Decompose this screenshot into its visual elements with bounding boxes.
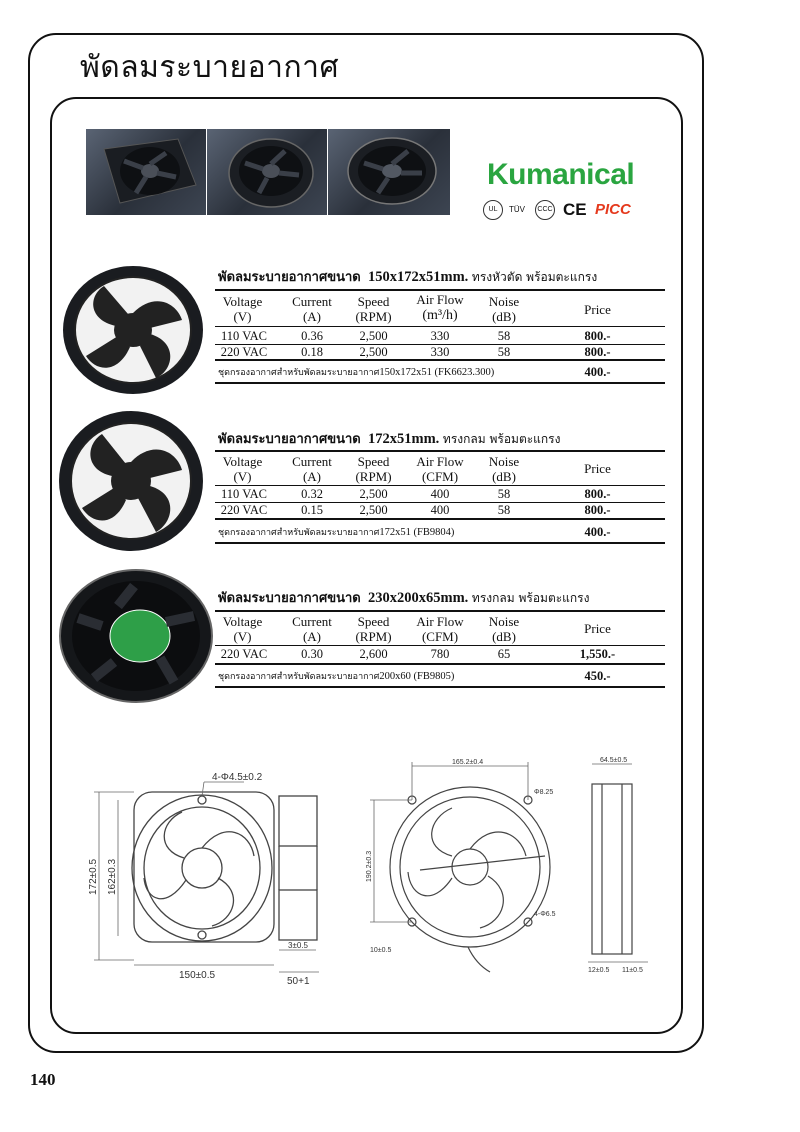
- table-rule: [215, 610, 665, 612]
- table-rule: [215, 542, 665, 544]
- section-2-shape: ทรงกลม พร้อมตะแกรง: [442, 432, 561, 446]
- picc-cert-icon: PICC: [595, 201, 631, 218]
- section-1-table: [215, 289, 665, 384]
- dim-holes: 4-Φ4.5±0.2: [212, 772, 263, 783]
- ce-cert-icon: CE: [563, 200, 587, 219]
- ccc-cert-icon: CCC: [535, 200, 555, 220]
- section-2-table: [215, 450, 665, 545]
- header-airflow: Air Flow (CFM): [416, 614, 464, 644]
- section-2-title-prefix: พัดลมระบายอากาศขนาด: [218, 432, 361, 447]
- table-rule: [215, 359, 665, 361]
- cell-noise: 58: [497, 329, 511, 343]
- section-2-size: 172x51mm.: [367, 431, 440, 447]
- dim-top-width: 165.2±0.4: [452, 759, 484, 766]
- header-current: Current (A): [292, 614, 332, 644]
- section-3-title: [218, 587, 589, 608]
- ul-cert-icon: UL: [483, 200, 503, 220]
- header-voltage: Voltage (V): [222, 294, 263, 324]
- cell-current: 0.15: [301, 503, 323, 517]
- dim-height: 190.2±0.3: [366, 850, 373, 882]
- cell-price: 800.-: [584, 345, 611, 359]
- table-rule: [215, 663, 665, 665]
- section-3-shape: ทรงกลม พร้อมตะแกรง: [471, 591, 590, 605]
- table-rule: [215, 382, 665, 384]
- cell-noise: 58: [497, 503, 511, 517]
- table-rule: [215, 645, 665, 646]
- cell-price: 1,550.-: [579, 647, 616, 661]
- fan-photo-section-1: [58, 262, 208, 397]
- header-airflow: Air Flow (CFM): [416, 454, 464, 484]
- section-1-accessory-price: 400.-: [584, 365, 611, 379]
- section-2-accessory-price: 400.-: [584, 525, 611, 539]
- cell-noise: 58: [497, 345, 511, 359]
- section-2-title: [218, 428, 560, 449]
- header-voltage: Voltage (V): [222, 614, 263, 644]
- page-title: พัดลมระบายอากาศ: [80, 50, 340, 85]
- cell-price: 800.-: [584, 329, 611, 343]
- cell-price: 800.-: [584, 503, 611, 517]
- section-1-title-prefix: พัดลมระบายอากาศขนาด: [218, 270, 361, 285]
- cell-speed: 2,600: [359, 647, 388, 661]
- cell-noise: 65: [497, 647, 511, 661]
- cell-current: 0.32: [301, 487, 323, 501]
- header-noise: Noise (dB): [488, 614, 520, 644]
- section-3-title-prefix: พัดลมระบายอากาศขนาด: [218, 591, 361, 606]
- cell-current: 0.30: [301, 647, 323, 661]
- header-airflow: Air Flow (m³/h): [416, 292, 464, 323]
- section-1-title: [218, 266, 597, 287]
- header-price: Price: [584, 302, 611, 317]
- section-3-size: 230x200x65mm.: [367, 590, 469, 606]
- header-price: Price: [584, 461, 611, 476]
- section-1-size: 150x172x51mm.: [367, 269, 469, 285]
- header-voltage: Voltage (V): [222, 454, 263, 484]
- header-speed: Speed (RPM): [355, 294, 392, 324]
- cell-speed: 2,500: [359, 487, 388, 501]
- drawing-left: [84, 760, 334, 990]
- table-rule: [215, 485, 665, 486]
- cell-airflow: 400: [430, 487, 450, 501]
- fan-photo-flat-round: [207, 129, 327, 215]
- drawing-right: [360, 752, 660, 982]
- dim-small: 3±0.5: [288, 941, 308, 950]
- dim-height-outer: 172±0.5: [88, 858, 99, 895]
- cell-airflow: 330: [430, 345, 450, 359]
- header-noise: Noise (dB): [488, 294, 520, 324]
- dim-lead: 10±0.5: [370, 947, 392, 954]
- page-number: 140: [30, 1070, 56, 1089]
- dim-bottom-left: 12±0.5: [588, 967, 610, 974]
- header-noise: Noise (dB): [488, 454, 520, 484]
- section-3-accessory: ชุดกรองอากาศสำหรับพัดลมระบายอากาศ200x60 (FB9805): [218, 671, 455, 682]
- fan-photo-square: [86, 129, 206, 215]
- dim-height-inner: 162±0.3: [107, 858, 118, 895]
- cell-voltage: 110 VAC: [221, 487, 267, 501]
- table-rule: [215, 686, 665, 688]
- cell-voltage: 110 VAC: [221, 329, 267, 343]
- cell-speed: 2,500: [359, 345, 388, 359]
- cell-current: 0.18: [301, 345, 323, 359]
- cell-speed: 2,500: [359, 503, 388, 517]
- dim-bottom-right: 11±0.5: [622, 967, 643, 974]
- cell-voltage: 220 VAC: [220, 345, 268, 359]
- fan-photo-section-3: [54, 566, 214, 706]
- table-rule: [215, 518, 665, 520]
- cell-voltage: 220 VAC: [220, 647, 268, 661]
- section-3-accessory-price: 450.-: [584, 669, 611, 683]
- cell-current: 0.36: [301, 329, 323, 343]
- section-2-accessory: ชุดกรองอากาศสำหรับพัดลมระบายอากาศ172x51 (FB9804): [218, 527, 455, 538]
- brand-name: Kumanical: [487, 158, 635, 191]
- dim-width: 150±0.5: [179, 970, 216, 981]
- brand-logo: [475, 150, 650, 230]
- fan-photo-round: [328, 129, 450, 215]
- header-current: Current (A): [292, 294, 332, 324]
- header-speed: Speed (RPM): [355, 614, 392, 644]
- header-speed: Speed (RPM): [355, 454, 392, 484]
- cell-voltage: 220 VAC: [220, 503, 268, 517]
- dim-holes: 4-Φ6.5: [534, 911, 556, 918]
- cell-price: 800.-: [584, 487, 611, 501]
- header-price: Price: [584, 621, 611, 636]
- cert-marks: [483, 200, 653, 222]
- section-1-shape: ทรงหัวตัด พร้อมตะแกรง: [471, 270, 598, 284]
- table-rule: [215, 326, 665, 327]
- dim-side: 64.5±0.5: [600, 757, 628, 764]
- table-rule: [215, 289, 665, 291]
- dim-depth: 50+1: [287, 976, 310, 987]
- section-3-table: [215, 610, 665, 690]
- dim-hole-dia: Φ8.25: [534, 789, 554, 796]
- cell-airflow: 330: [430, 329, 450, 343]
- cell-airflow: 780: [430, 647, 450, 661]
- cell-noise: 58: [497, 487, 511, 501]
- fan-photo-section-2: [56, 408, 206, 554]
- table-rule: [215, 450, 665, 452]
- cell-airflow: 400: [430, 503, 450, 517]
- header-current: Current (A): [292, 454, 332, 484]
- tuv-cert-icon: TÜV: [509, 205, 525, 214]
- cell-speed: 2,500: [359, 329, 388, 343]
- section-1-accessory: ชุดกรองอากาศสำหรับพัดลมระบายอากาศ150x172x51 (FK6623.300): [218, 367, 495, 378]
